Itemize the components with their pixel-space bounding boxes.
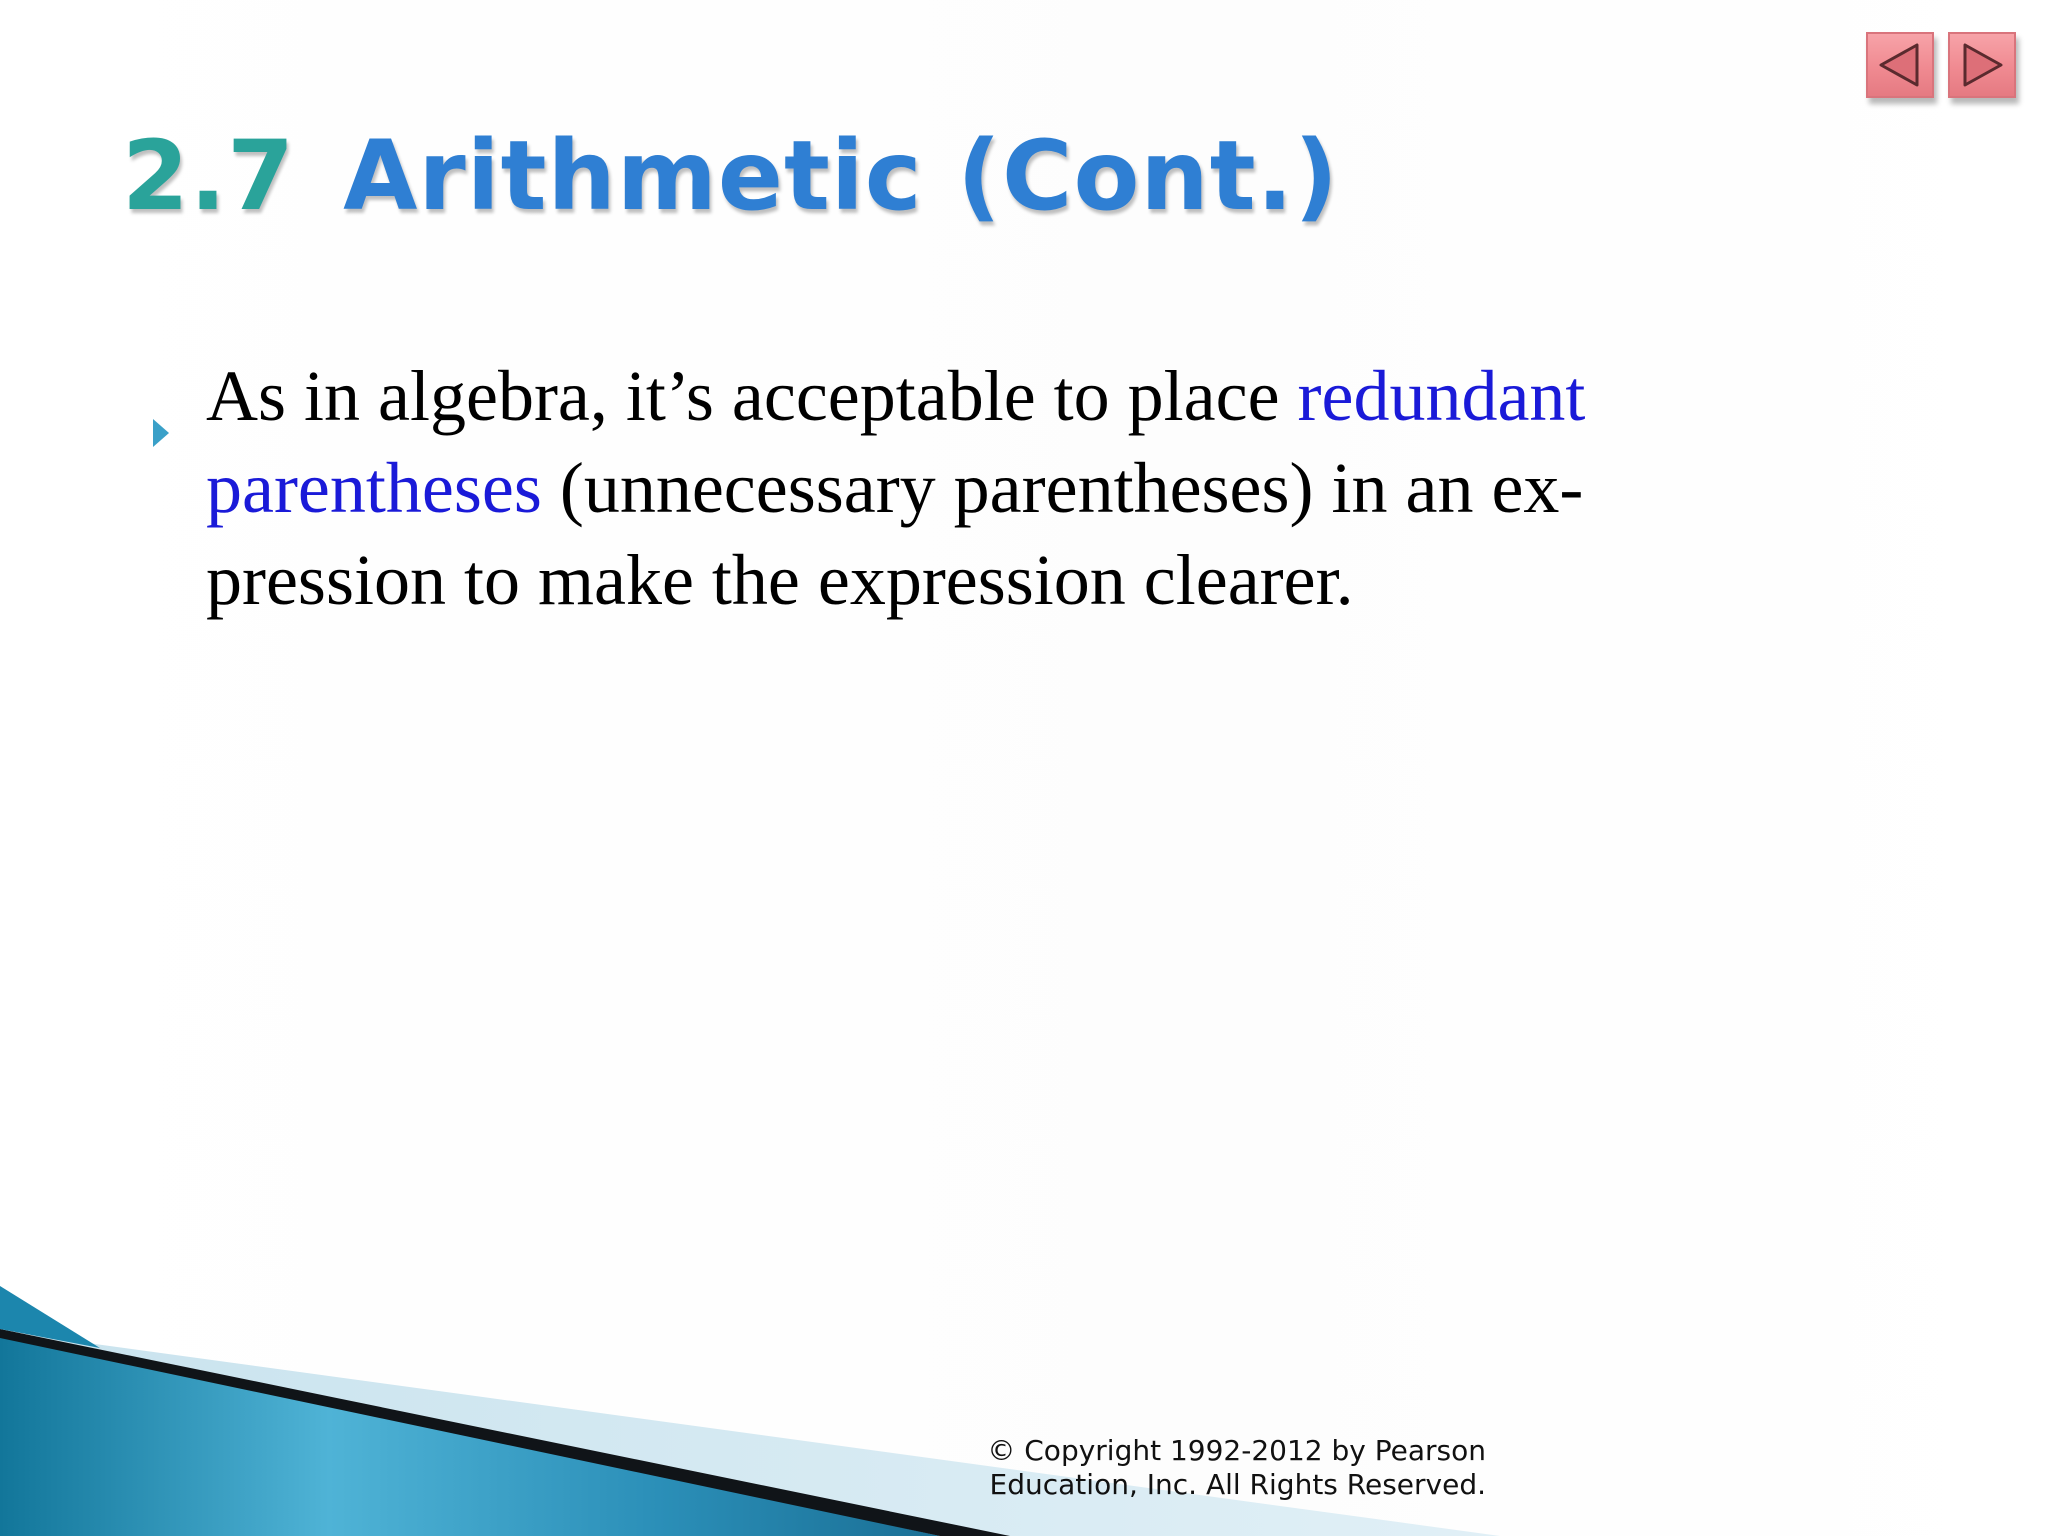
bullet-text: As in algebra, it’s acceptable to place — [206, 356, 1298, 436]
section-number: 2.7 — [122, 120, 296, 232]
next-slide-button[interactable] — [1948, 32, 2016, 98]
bullet-line-2 — [206, 442, 1710, 534]
right-triangle-icon — [1957, 40, 2007, 90]
previous-slide-button[interactable] — [1866, 32, 1934, 98]
list-item — [150, 350, 1710, 626]
left-triangle-icon — [1875, 40, 1925, 90]
copyright-line-1: © Copyright 1992-2012 by Pearson — [987, 1434, 1486, 1467]
copyright-notice — [960, 1434, 1486, 1502]
bullet-list — [150, 350, 1710, 626]
slide-navigation — [1866, 32, 2016, 98]
term-redundant: redundant — [1297, 356, 1586, 436]
bullet-line-1 — [206, 350, 1710, 442]
bullet-arrow-icon — [150, 380, 172, 472]
title-text: Arithmetic (Cont.) — [343, 120, 1339, 232]
slide-title — [122, 120, 1339, 232]
bullet-text: (unnecessary parentheses) in an ex- — [541, 448, 1584, 528]
bullet-line-3: pression to make the expression clearer. — [206, 540, 1354, 620]
term-parentheses: parentheses — [206, 448, 542, 528]
copyright-line-2: Education, Inc. All Rights Reserved. — [989, 1468, 1486, 1501]
